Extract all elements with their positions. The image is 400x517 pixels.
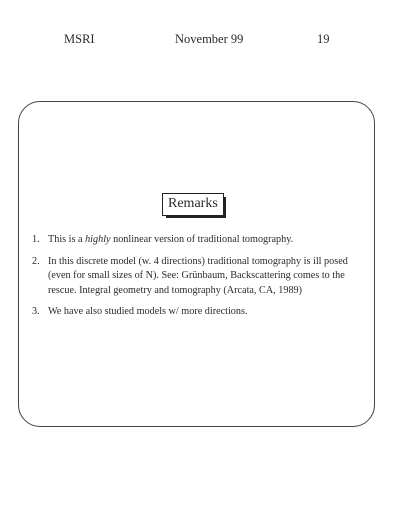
item-text: We have also studied models w/ more directions.: [48, 306, 248, 317]
list-item: [20, 255, 368, 299]
remarks-list: [20, 233, 368, 327]
list-item: [20, 233, 368, 248]
page-header: [0, 32, 400, 50]
slide-title-box: [162, 193, 224, 216]
item-number: 2.: [32, 255, 40, 267]
item-text-after: nonlinear version of traditional tomography.: [110, 234, 294, 245]
slide-title: Remarks: [168, 196, 218, 211]
item-number: 3.: [32, 306, 40, 317]
item-text-before: This is a: [48, 234, 86, 245]
item-emphasis: highly: [85, 234, 111, 245]
list-item: [20, 305, 368, 320]
header-venue: MSRI: [64, 32, 95, 46]
header-page-number: 19: [317, 32, 330, 46]
item-number: 1.: [32, 234, 40, 245]
item-text: In this discrete model (w. 4 directions) traditional tomography is ill posed (even for small sizes of N). See: Grünbaum, Backscattering comes to the rescue. Integral geometry and tomography (Arcata, CA, 1989): [48, 255, 348, 296]
header-date: November 99: [175, 32, 244, 46]
